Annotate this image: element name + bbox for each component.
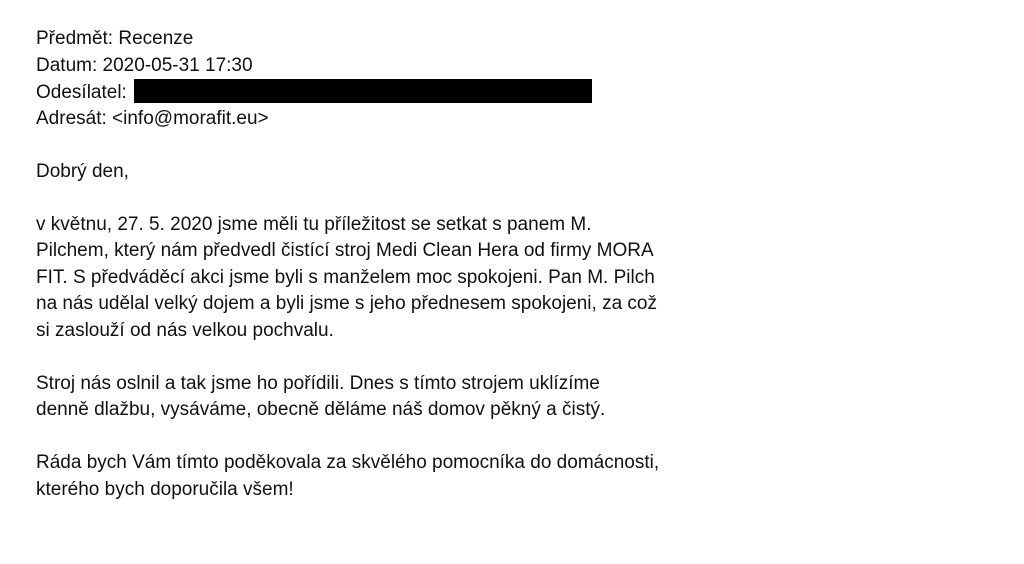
email-document bbox=[36, 26, 756, 503]
paragraph-line: denně dlažbu, vysáváme, obecně děláme náš domov pěkný a čistý. bbox=[36, 399, 606, 420]
paragraph-line: Ráda bych Vám tímto poděkovala za skvělého pomocníka do domácnosti, bbox=[36, 452, 660, 473]
sender-redaction-bar bbox=[134, 79, 592, 103]
paragraph-line: Stroj nás oslnil a tak jsme ho pořídili. Dnes s tímto strojem uklízíme bbox=[36, 372, 600, 394]
paragraph-line: na nás udělal velký dojem a byli jsme s jeho přednesem spokojeni, za což bbox=[36, 293, 657, 314]
greeting bbox=[36, 159, 756, 186]
paragraph-line: kterého bych doporučila všem! bbox=[36, 478, 294, 500]
date-label: Datum: bbox=[36, 54, 98, 76]
date-line bbox=[36, 53, 756, 80]
date-value: 2020-05-31 17:30 bbox=[102, 54, 253, 76]
paragraph-1 bbox=[36, 212, 756, 345]
subject-line bbox=[36, 26, 756, 53]
recipient-label: Adresát: bbox=[36, 107, 107, 129]
paragraph-line: FIT. S předváděcí akci jsme byli s manželem moc spokojeni. Pan M. Pilch bbox=[36, 266, 655, 288]
subject-label: Předmět: bbox=[36, 28, 114, 49]
spacer bbox=[36, 424, 756, 451]
paragraph-3 bbox=[36, 450, 756, 503]
greeting-text: Dobrý den, bbox=[36, 160, 129, 182]
paragraph-2 bbox=[36, 371, 756, 424]
sender-label: Odesílatel: bbox=[36, 82, 127, 103]
sender-line bbox=[36, 79, 756, 106]
recipient-line bbox=[36, 106, 756, 133]
recipient-value: <info@morafit.eu> bbox=[112, 107, 269, 129]
spacer bbox=[36, 132, 756, 159]
spacer bbox=[36, 185, 756, 212]
paragraph-line: v květnu, 27. 5. 2020 jsme měli tu příležitost se setkat s panem M. bbox=[36, 213, 592, 235]
subject-value: Recenze bbox=[118, 28, 194, 49]
paragraph-line: si zaslouží od nás velkou pochvalu. bbox=[36, 319, 334, 341]
paragraph-line: Pilchem, který nám předvedl čistící stroj Medi Clean Hera od firmy MORA bbox=[36, 240, 654, 261]
spacer bbox=[36, 344, 756, 371]
